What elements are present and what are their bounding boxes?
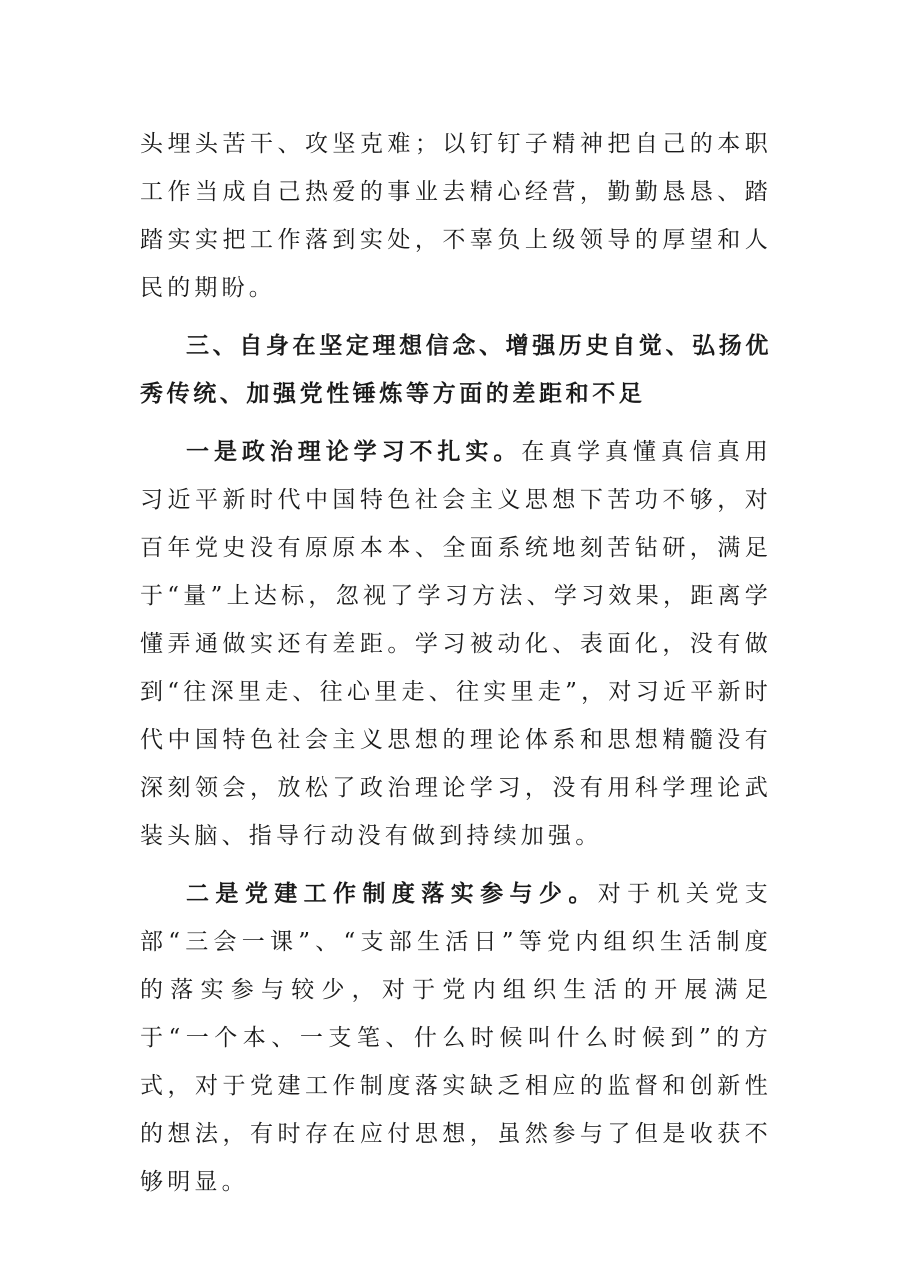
section-heading: 三、自身在坚定理想信念、增强历史自觉、弘扬优秀传统、加强党性锤炼等方面的差距和不足 xyxy=(140,333,772,407)
point-two-lead: 二是党建工作制度落实参与少。 xyxy=(186,881,598,907)
point-one-lead: 一是政治理论学习不扎实。 xyxy=(186,439,522,465)
point-two-body: 对于机关党支部“三会一课”、“支部生活日”等党内组织生活制度的落实参与较少，对于党内组织生活的开展满足于“一个本、一支笔、什么时候叫什么时候到”的方式，对于党建工作制度落实缺乏相应的监督和创新性的想法，有时存在应付思想，虽然参与了但是收获不够明显。 xyxy=(140,881,772,1195)
point-two-paragraph xyxy=(140,870,772,1206)
point-one-body: 在真学真懂真信真用习近平新时代中国特色社会主义思想下苦功不够，对百年党史没有原原本本、全面系统地刻苦钻研，满足于“量”上达标，忽视了学习方法、学习效果，距离学懂弄通做实还有差距。学习被动化、表面化，没有做到“往深里走、往心里走、往实里走”，对习近平新时代中国特色社会主义思想的理论体系和思想精髓没有深刻领会，放松了政治理论学习，没有用科学理论武装头脑、指导行动没有做到持续加强。 xyxy=(140,439,772,849)
point-one-paragraph xyxy=(140,428,772,860)
document-body xyxy=(140,120,772,1206)
continuation-paragraph: 头埋头苦干、攻坚克难；以钉钉子精神把自己的本职工作当成自己热爱的事业去精心经营，勤勤恳恳、踏踏实实把工作落到实处，不辜负上级领导的厚望和人民的期盼。 xyxy=(140,131,772,301)
